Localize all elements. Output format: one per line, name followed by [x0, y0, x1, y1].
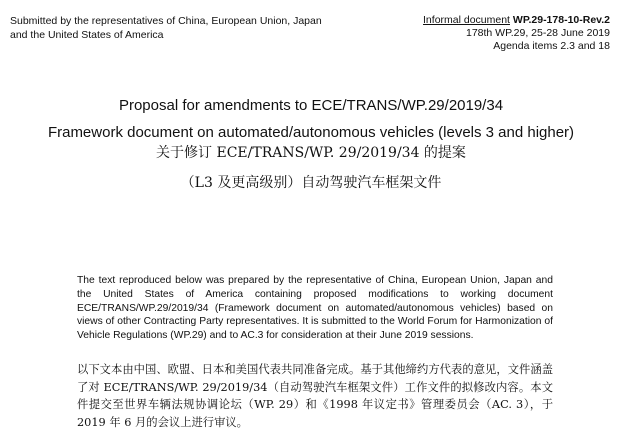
- document-meta: [310, 14, 610, 53]
- title-block: [0, 96, 622, 193]
- session-info: 178th WP.29, 25-28 June 2019: [465, 27, 610, 39]
- abstract-english: The text reproduced below was prepared by the representative of China, European Union, Japan and the United States of America containing proposed modifications to working document ECE/TRANS/WP.29/2019/34 (Framework document on automated/autonomous vehicles) based on views of other Contracting Party representatives. It is submitted to the World Forum for Harmonization of Vehicle Regulations (WP.29) and to AC.3 for consideration at their June 2019 sessions.: [77, 275, 553, 342]
- submitter-note: Submitted by the representatives of China, European Union, Japan and the United States of America: [10, 15, 322, 41]
- abstract-chinese: 以下文本由中国、欧盟、日本和美国代表共同准备完成。基于其他缔约方代表的意见，文件涵盖了对 ECE/TRANS/WP. 29/2019/34（自动驾驶汽车框架文件）工作文件的拟修改内容。本文件提交至世界车辆法规协调论坛（WP. 29）和《1998 年议定书》管理委员会（AC. 3），于 2019 年 6 月的会议上进行审议。: [77, 363, 553, 429]
- framework-title-cn: （L3 及更高级别）自动驾驶汽车框架文件: [180, 175, 442, 191]
- framework-title-en: Framework document on automated/autonomous vehicles (levels 3 and higher): [47, 124, 575, 141]
- agenda-items: Agenda items 2.3 and 18: [493, 40, 610, 52]
- proposal-title-cn: 关于修订 ECE/TRANS/WP. 29/2019/34 的提案: [156, 145, 466, 161]
- document-id-line: [310, 14, 610, 27]
- document-number: WP.29-178-10-Rev.2: [512, 14, 610, 26]
- document-type-label: Informal document: [423, 14, 510, 26]
- proposal-title-en: Proposal for amendments to ECE/TRANS/WP.29/2019/34: [118, 97, 504, 114]
